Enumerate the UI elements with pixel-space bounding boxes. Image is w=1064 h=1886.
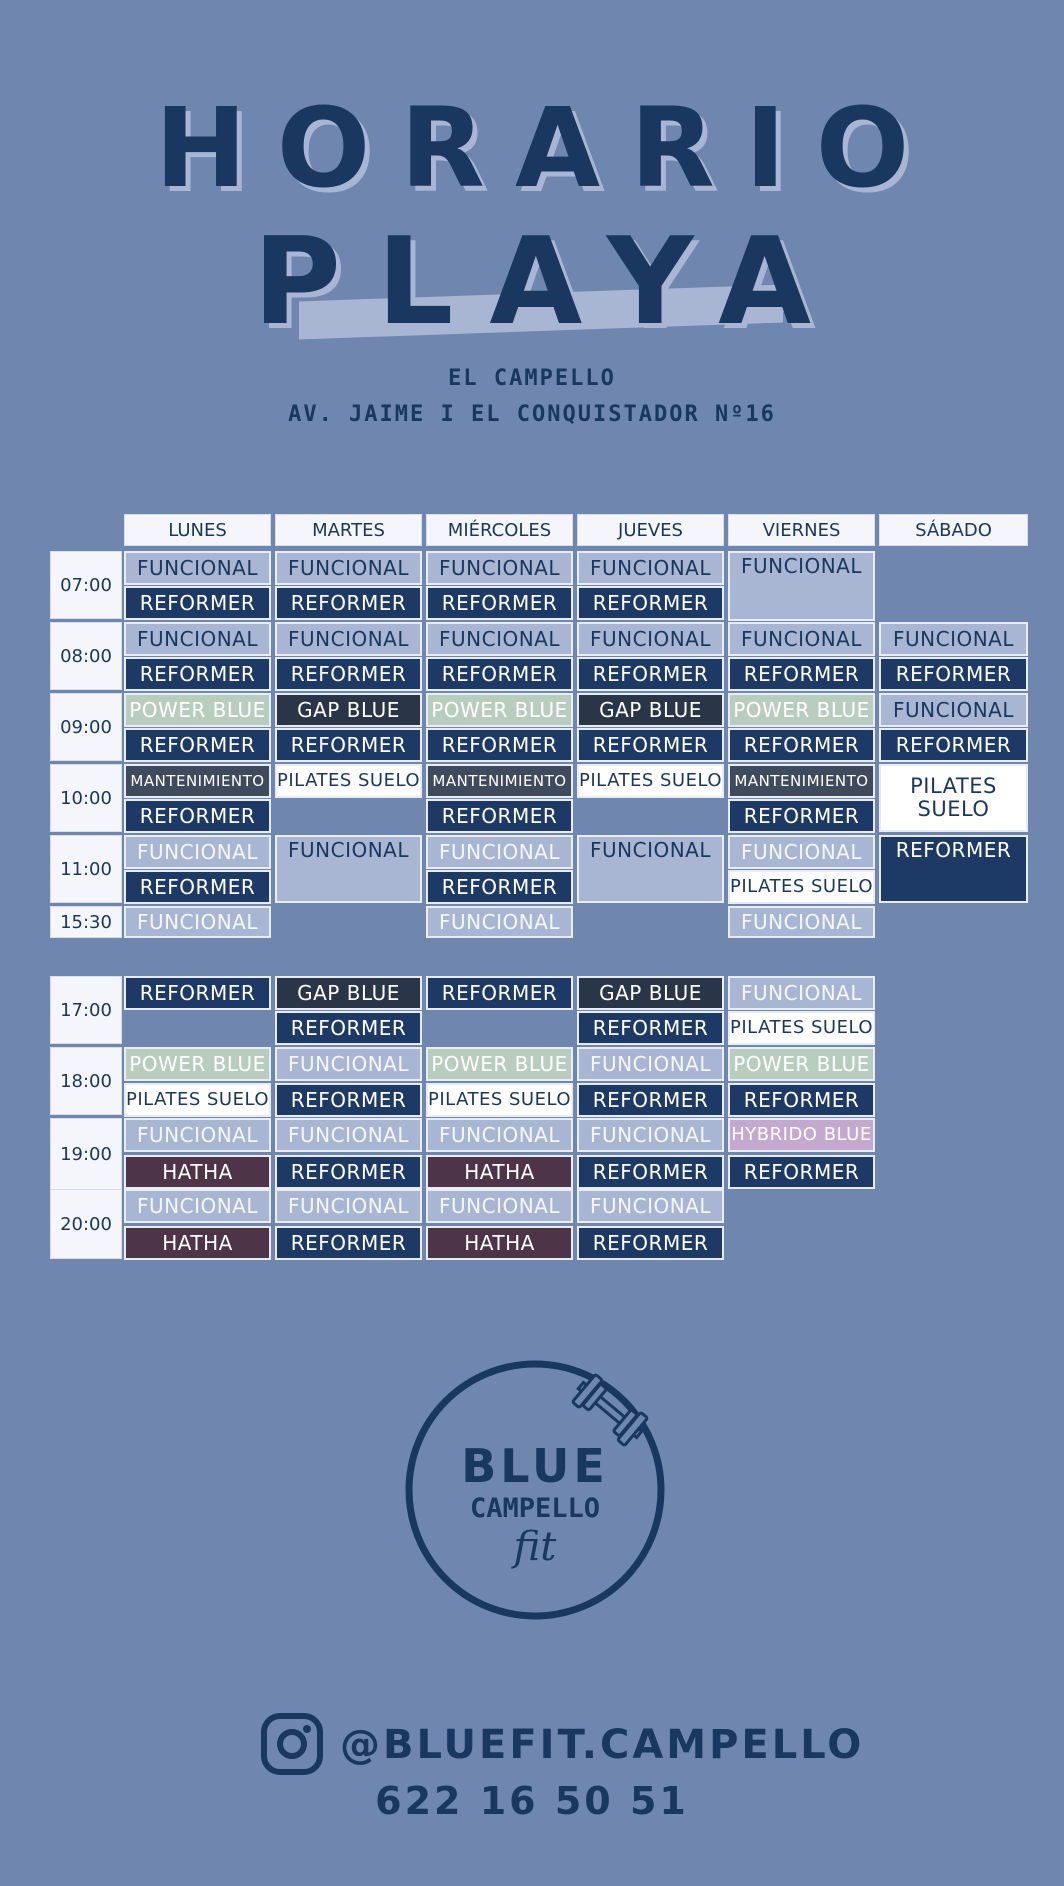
class-cell: REFORMER bbox=[124, 657, 271, 691]
dumbbell-icon bbox=[569, 1372, 650, 1448]
class-cell: MANTENIMIENTO bbox=[426, 764, 573, 798]
class-cell: POWER BLUE bbox=[728, 693, 875, 727]
class-cell: HATHA bbox=[124, 1155, 271, 1189]
class-cell: FUNCIONAL bbox=[577, 1118, 724, 1152]
class-cell: REFORMER bbox=[728, 799, 875, 833]
class-cell: FUNCIONAL bbox=[275, 1189, 422, 1223]
class-cell: REFORMER bbox=[577, 586, 724, 620]
class-cell: PILATES SUELO bbox=[879, 764, 1028, 832]
class-cell: GAP BLUE bbox=[275, 976, 422, 1010]
class-cell: PILATES SUELO bbox=[728, 1011, 875, 1045]
class-cell: REFORMER bbox=[879, 657, 1028, 691]
class-cell: MANTENIMIENTO bbox=[728, 764, 875, 798]
day-header-jueves: JUEVES bbox=[577, 514, 724, 546]
class-cell: REFORMER bbox=[426, 799, 573, 833]
class-cell: POWER BLUE bbox=[124, 693, 271, 727]
class-cell: REFORMER bbox=[275, 1155, 422, 1189]
class-cell: FUNCIONAL bbox=[879, 693, 1028, 727]
class-cell: FUNCIONAL bbox=[426, 906, 573, 938]
class-cell: FUNCIONAL bbox=[275, 835, 422, 903]
day-header-sabado: SÁBADO bbox=[879, 514, 1028, 546]
class-cell: REFORMER bbox=[728, 657, 875, 691]
class-cell: REFORMER bbox=[577, 1155, 724, 1189]
class-cell: REFORMER bbox=[577, 1083, 724, 1117]
time-0700: 07:00 bbox=[50, 551, 122, 619]
class-cell: PILATES SUELO bbox=[275, 764, 422, 798]
class-cell: FUNCIONAL bbox=[728, 551, 875, 621]
class-cell: REFORMER bbox=[879, 728, 1028, 762]
class-cell: REFORMER bbox=[275, 1083, 422, 1117]
class-cell: REFORMER bbox=[728, 1155, 875, 1189]
title-line-1: HORARIO bbox=[154, 84, 940, 212]
time-1000: 10:00 bbox=[50, 764, 122, 832]
class-cell: FUNCIONAL bbox=[426, 622, 573, 656]
phone-number[interactable]: 622 16 50 51 bbox=[375, 1779, 689, 1823]
class-cell: REFORMER bbox=[728, 1083, 875, 1117]
time-1700: 17:00 bbox=[50, 976, 122, 1044]
time-2000: 20:00 bbox=[50, 1189, 122, 1259]
class-cell: PILATES SUELO bbox=[728, 870, 875, 904]
instagram-icon[interactable] bbox=[260, 1712, 324, 1776]
class-cell: FUNCIONAL bbox=[426, 835, 573, 869]
time-1900: 19:00 bbox=[50, 1118, 122, 1190]
class-cell: FUNCIONAL bbox=[426, 1118, 573, 1152]
class-cell: FUNCIONAL bbox=[426, 1189, 573, 1223]
day-header-martes: MARTES bbox=[275, 514, 422, 546]
class-cell: FUNCIONAL bbox=[275, 551, 422, 585]
class-cell: MANTENIMIENTO bbox=[124, 764, 271, 798]
class-cell: GAP BLUE bbox=[577, 693, 724, 727]
time-0800: 08:00 bbox=[50, 622, 122, 690]
instagram-handle[interactable]: @BLUEFIT.CAMPELLO bbox=[340, 1722, 865, 1768]
class-cell: REFORMER bbox=[577, 1226, 724, 1260]
class-cell: FUNCIONAL bbox=[728, 906, 875, 938]
class-cell: REFORMER bbox=[426, 728, 573, 762]
class-cell: FUNCIONAL bbox=[728, 622, 875, 656]
class-cell: POWER BLUE bbox=[124, 1047, 271, 1081]
class-cell: HATHA bbox=[426, 1226, 573, 1260]
class-cell: FUNCIONAL bbox=[275, 1118, 422, 1152]
class-cell: HATHA bbox=[124, 1226, 271, 1260]
class-cell: REFORMER bbox=[426, 976, 573, 1010]
class-cell: REFORMER bbox=[426, 870, 573, 904]
class-cell: FUNCIONAL bbox=[124, 551, 271, 585]
class-cell: REFORMER bbox=[577, 728, 724, 762]
title-line-2: PLAYA bbox=[252, 213, 848, 352]
blue-campello-fit-logo bbox=[395, 1350, 675, 1630]
class-cell: FUNCIONAL bbox=[275, 622, 422, 656]
class-cell: PILATES SUELO bbox=[577, 764, 724, 798]
class-cell: REFORMER bbox=[577, 657, 724, 691]
class-cell: FUNCIONAL bbox=[124, 835, 271, 869]
logo-line-2: CAMPELLO bbox=[469, 1493, 601, 1524]
class-cell: HYBRIDO BLUE bbox=[728, 1118, 875, 1152]
class-cell: REFORMER bbox=[275, 728, 422, 762]
time-1800: 18:00 bbox=[50, 1047, 122, 1115]
day-header-viernes: VIERNES bbox=[728, 514, 875, 546]
class-cell: FUNCIONAL bbox=[577, 1047, 724, 1081]
class-cell: POWER BLUE bbox=[728, 1047, 875, 1081]
class-cell: GAP BLUE bbox=[275, 693, 422, 727]
class-cell: REFORMER bbox=[124, 870, 271, 904]
class-cell: REFORMER bbox=[124, 728, 271, 762]
class-cell: FUNCIONAL bbox=[124, 906, 271, 938]
class-cell: REFORMER bbox=[124, 976, 271, 1010]
class-cell: FUNCIONAL bbox=[577, 835, 724, 903]
class-cell: REFORMER bbox=[426, 657, 573, 691]
day-header-lunes: LUNES bbox=[124, 514, 271, 546]
class-cell: FUNCIONAL bbox=[577, 1189, 724, 1223]
class-cell: REFORMER bbox=[124, 799, 271, 833]
class-cell: POWER BLUE bbox=[426, 1047, 573, 1081]
time-1100: 11:00 bbox=[50, 835, 122, 903]
class-cell: FUNCIONAL bbox=[124, 1189, 271, 1223]
class-cell: PILATES SUELO bbox=[124, 1083, 271, 1117]
class-cell: FUNCIONAL bbox=[728, 976, 875, 1010]
class-cell: REFORMER bbox=[275, 586, 422, 620]
logo-line-3: fit bbox=[513, 1524, 557, 1570]
class-cell: GAP BLUE bbox=[577, 976, 724, 1010]
class-cell: FUNCIONAL bbox=[275, 1047, 422, 1081]
location-label: EL CAMPELLO bbox=[448, 366, 616, 391]
time-0900: 09:00 bbox=[50, 693, 122, 761]
class-cell: POWER BLUE bbox=[426, 693, 573, 727]
class-cell: REFORMER bbox=[275, 1226, 422, 1260]
class-cell: REFORMER bbox=[879, 835, 1028, 903]
time-1530: 15:30 bbox=[50, 906, 122, 938]
day-header-miercoles: MIÉRCOLES bbox=[426, 514, 573, 546]
address-label: AV. JAIME I EL CONQUISTADOR Nº16 bbox=[288, 402, 776, 427]
class-cell: FUNCIONAL bbox=[577, 622, 724, 656]
class-cell: REFORMER bbox=[124, 586, 271, 620]
class-cell: HATHA bbox=[426, 1155, 573, 1189]
class-cell: REFORMER bbox=[275, 1011, 422, 1045]
class-cell: REFORMER bbox=[275, 657, 422, 691]
class-cell: FUNCIONAL bbox=[577, 551, 724, 585]
logo-line-1: BLUE bbox=[461, 1439, 609, 1493]
class-cell: REFORMER bbox=[577, 1011, 724, 1045]
class-cell: PILATES SUELO bbox=[426, 1083, 573, 1117]
class-cell: FUNCIONAL bbox=[426, 551, 573, 585]
class-cell: FUNCIONAL bbox=[879, 622, 1028, 656]
class-cell: REFORMER bbox=[426, 586, 573, 620]
class-cell: REFORMER bbox=[728, 728, 875, 762]
class-cell: FUNCIONAL bbox=[124, 622, 271, 656]
class-cell: FUNCIONAL bbox=[728, 835, 875, 869]
class-cell: FUNCIONAL bbox=[124, 1118, 271, 1152]
